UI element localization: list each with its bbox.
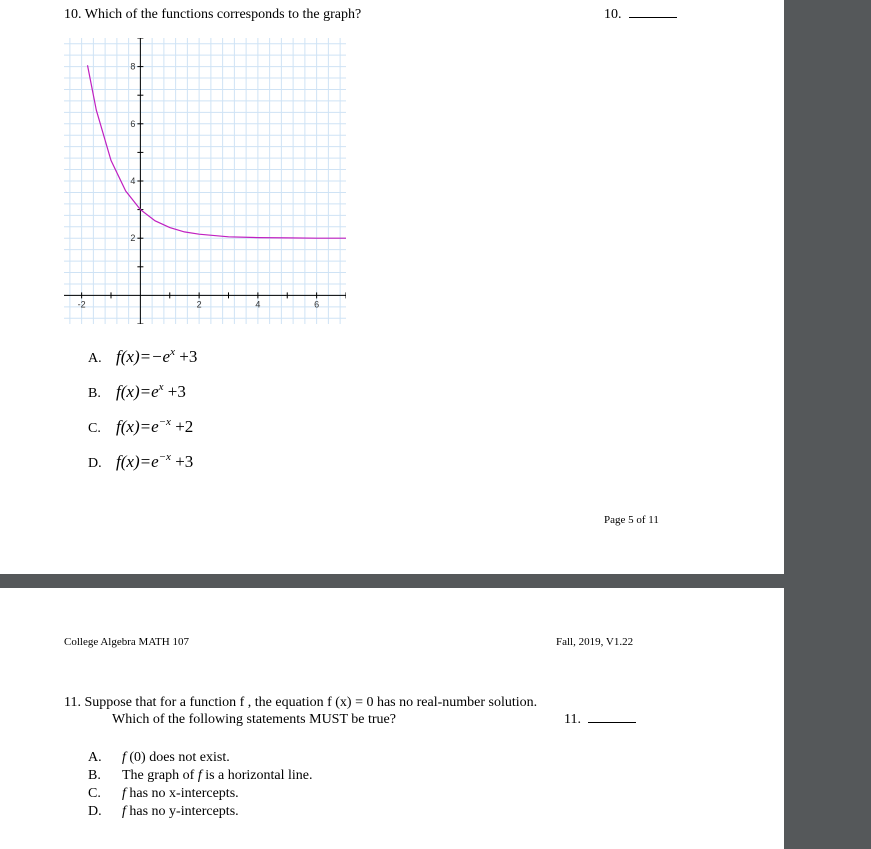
option-label: B. xyxy=(88,386,101,401)
option-11-c[interactable]: C. f has no x-intercepts. xyxy=(88,786,239,801)
option-label: D. xyxy=(88,456,102,471)
page-6 xyxy=(0,588,784,849)
question-11-line2: Which of the following statements MUST be true? xyxy=(112,712,396,727)
function-curve xyxy=(88,65,347,238)
answer-10-label: 10. xyxy=(604,7,622,22)
option-10-c[interactable] xyxy=(88,408,197,443)
y-tick-label: 6 xyxy=(130,118,136,129)
answer-10-slot xyxy=(604,7,677,23)
option-label: B. xyxy=(88,768,101,783)
func-body: (x)=e xyxy=(120,417,159,436)
question-10-options xyxy=(88,338,197,478)
option-label: C. xyxy=(88,786,101,801)
answer-11-blank[interactable] xyxy=(588,712,636,723)
x-tick-label: -2 xyxy=(77,299,86,310)
x-tick-label: 4 xyxy=(255,299,261,310)
option-label: A. xyxy=(88,351,102,366)
exponent: x xyxy=(158,381,164,393)
func-name: f xyxy=(116,347,121,366)
version-header: Fall, 2019, V1.22 xyxy=(556,636,634,648)
exponential-graph xyxy=(64,38,346,324)
option-label: C. xyxy=(88,421,101,436)
func-tail: +3 xyxy=(163,382,186,401)
question-11-options xyxy=(88,749,313,821)
option-11-d[interactable]: D. f has no y-intercepts. xyxy=(88,804,239,819)
y-tick-label: 4 xyxy=(130,176,136,186)
y-tick-label: 2 xyxy=(130,233,136,244)
func-tail: +3 xyxy=(170,452,194,471)
page-number: Page 5 of 11 xyxy=(604,514,659,526)
option-label: A. xyxy=(88,750,102,765)
question-11-text: 11. Suppose that for a function f , the equation f (x) = 0 has no real-number solution. xyxy=(64,695,538,710)
option-10-d[interactable] xyxy=(88,443,197,478)
func-body: (x)=−e xyxy=(120,347,171,366)
func-name: f xyxy=(116,417,121,436)
answer-11-label: 11. xyxy=(564,712,581,727)
option-10-b[interactable] xyxy=(88,373,197,408)
option-11-a[interactable]: A. f (0) does not exist. xyxy=(88,750,230,765)
x-tick-label: 6 xyxy=(314,299,320,310)
func-tail: +2 xyxy=(170,417,194,436)
answer-11-slot xyxy=(564,712,636,728)
func-name: f xyxy=(116,382,121,401)
question-10-text: 10. Which of the functions corresponds to the graph? xyxy=(64,7,362,22)
exponent: −x xyxy=(158,451,171,463)
exponent: −x xyxy=(158,416,171,428)
func-body: (x)=e xyxy=(120,452,159,471)
y-tick-label: 8 xyxy=(130,61,136,72)
func-tail: +3 xyxy=(174,347,198,366)
exponent: x xyxy=(170,346,175,358)
x-tick-label: 2 xyxy=(196,299,202,310)
func-name: f xyxy=(116,452,121,471)
option-10-a[interactable] xyxy=(88,338,197,373)
course-header: College Algebra MATH 107 xyxy=(64,636,189,648)
question-11-line1 xyxy=(64,695,537,711)
answer-10-blank[interactable] xyxy=(629,7,677,18)
option-11-b[interactable]: B. The graph of f is a horizontal line. xyxy=(88,768,313,783)
option-label: D. xyxy=(88,804,102,819)
func-body: (x)=e xyxy=(120,382,159,401)
